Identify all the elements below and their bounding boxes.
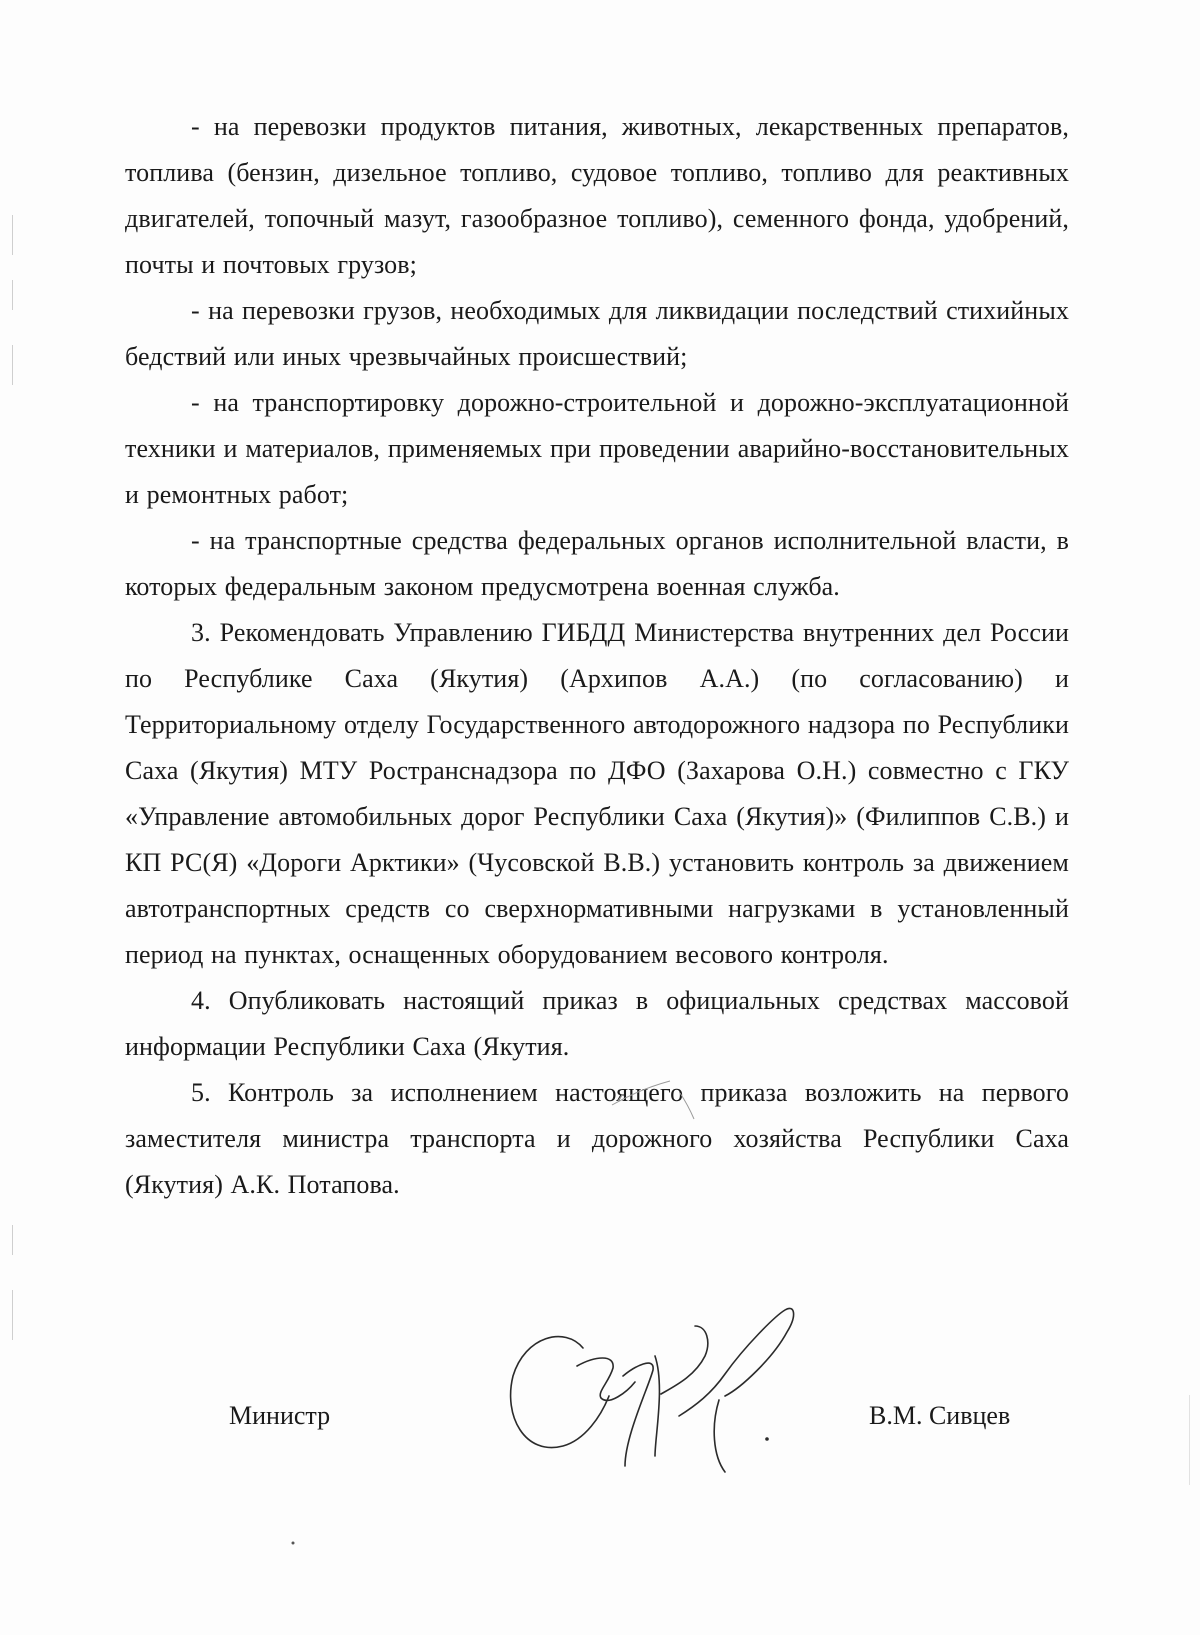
- signatory-name: В.М. Сивцев: [869, 1401, 1011, 1430]
- paragraph-road-equipment: - на транспортировку дорожно-строительной и дорожно-эксплуатационной техники и материалов, применяемых при проведении аварийно-восстановительных и ремонтных работ;: [125, 388, 1069, 509]
- paragraph-item-5: 5. Контроль за исполнением настоящего приказа возложить на первого заместителя министра транспорта и дорожного хозяйства Республики Саха (Якутия) А.К. Потапова.: [125, 1078, 1069, 1199]
- scan-edge-mark: [12, 1290, 13, 1340]
- scan-edge-mark: [12, 215, 13, 255]
- paragraph-military-vehicles: - на транспортные средства федеральных органов исполнительной власти, в которых федеральным законом предусмотрена военная служба.: [125, 526, 1069, 601]
- scan-speck: [290, 1540, 296, 1546]
- ink-stroke-mark: [610, 1075, 720, 1125]
- scan-edge-mark: [12, 280, 13, 310]
- paragraph-emergency-cargo: - на перевозки грузов, необходимых для ликвидации последствий стихийных бедствий или иных чрезвычайных происшествий;: [125, 296, 1069, 371]
- paragraph-item-3: 3. Рекомендовать Управлению ГИБДД Министерства внутренних дел России по Республике Саха (Якутия) (Архипов А.А.) (по согласованию) и Территориальному отделу Государственного автодорожного надзора по Республики Саха (Якутия) МТУ Ространснадзора по ДФО (Захарова О.Н.) совместно с ГКУ «Управление автомобильных дорог Республики Саха (Якутия)» (Филиппов С.В.) и КП РС(Я) «Дороги Арктики» (Чусовской В.В.) установить контроль за движением автотранспортных средств со сверхнормативными нагрузками в установленный период на пунктах, оснащенных оборудованием весового контроля.: [125, 618, 1069, 969]
- signatory-title: Министр: [229, 1401, 331, 1430]
- scan-edge-mark: [12, 345, 13, 385]
- paragraph-item-4: 4. Опубликовать настоящий приказ в официальных средствах массовой информации Республики Саха (Якутия.: [125, 986, 1069, 1061]
- handwritten-signature: [505, 1296, 825, 1486]
- document-body: [125, 104, 1069, 1208]
- paragraph-food-fuel-transport: - на перевозки продуктов питания, животных, лекарственных препаратов, топлива (бензин, дизельное топливо, судовое топливо, топливо для реактивных двигателей, топочный мазут, газообразное топливо), семенного фонда, удобрений, почты и почтовых грузов;: [125, 112, 1069, 279]
- scan-edge-mark: [12, 1225, 13, 1255]
